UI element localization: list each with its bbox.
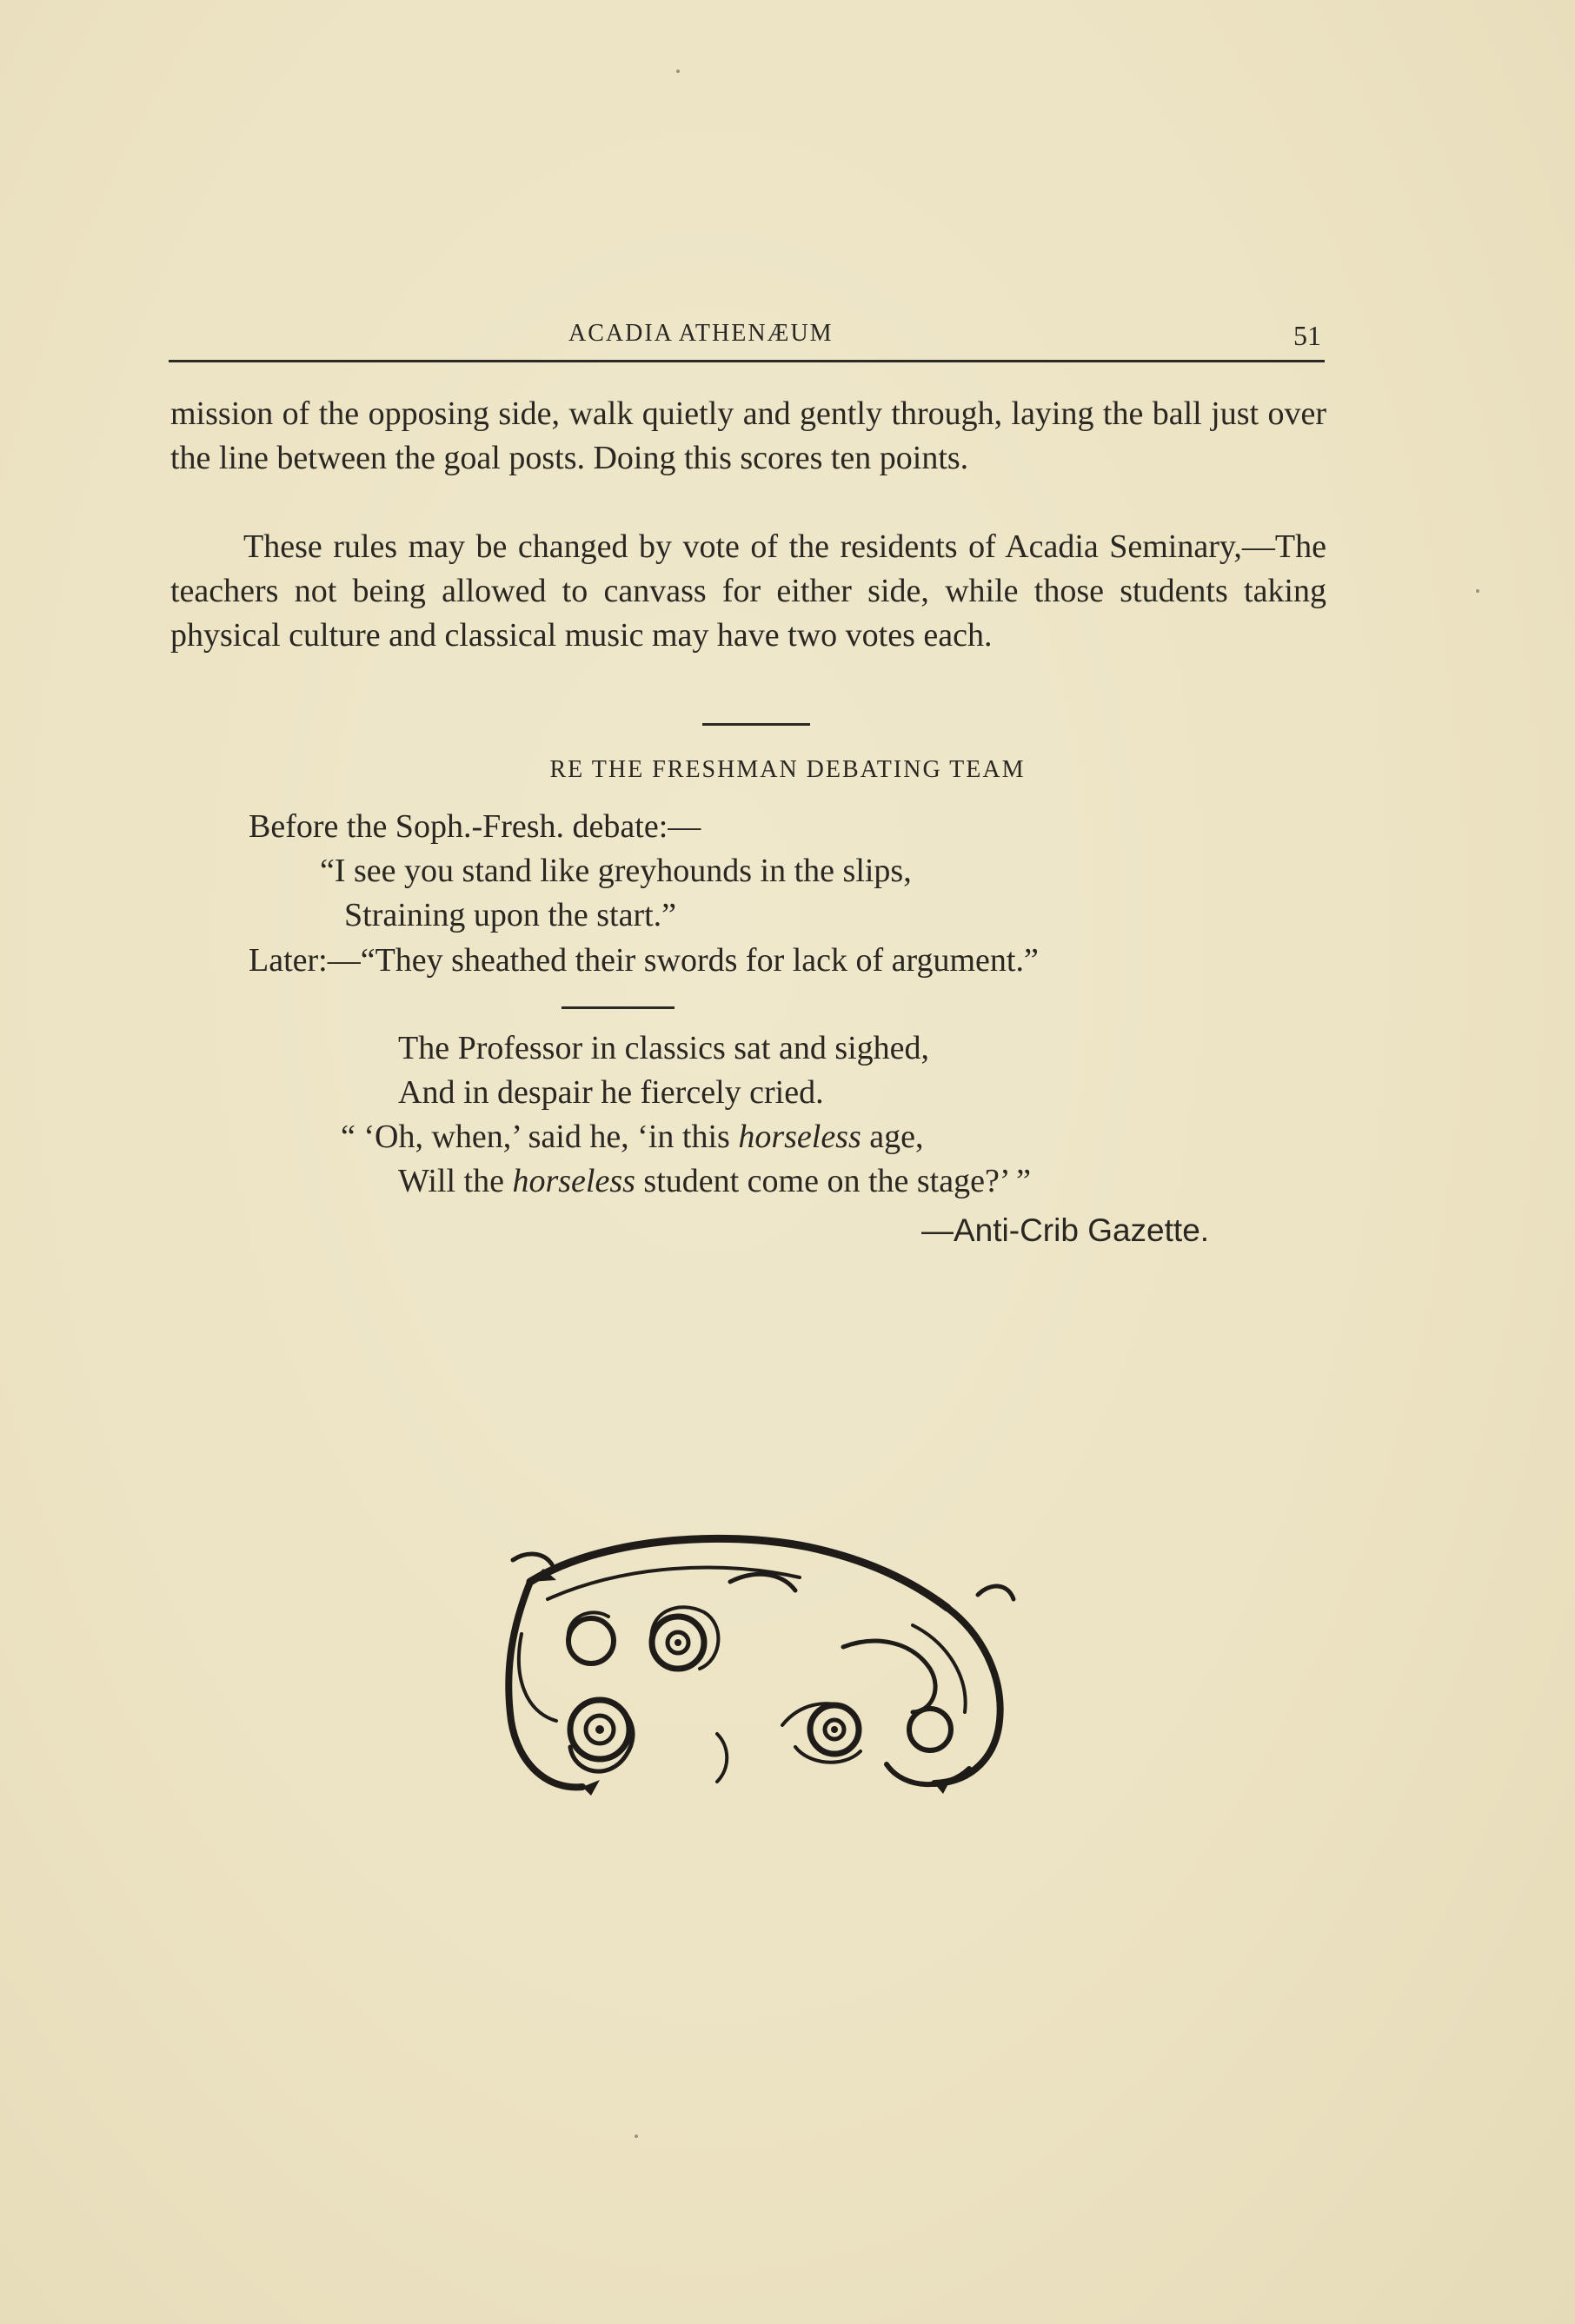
verse-attribution: —Anti-Crib Gazette.	[921, 1212, 1210, 1248]
verse-line-4-start: Will the	[398, 1163, 513, 1199]
verse-line-4	[398, 1159, 1031, 1204]
page-header	[169, 315, 1325, 358]
verse-line-3-italic: horseless	[738, 1119, 861, 1155]
section-line-4: Later:—“They sheathed their swords for lack of argument.”	[249, 942, 1039, 979]
paper-speck	[635, 2135, 638, 2138]
running-head: ACADIA ATHENÆUM	[568, 320, 834, 347]
section-title: RE THE FRESHMAN DEBATING TEAM	[549, 756, 1026, 783]
verse-divider	[562, 1006, 675, 1009]
verse-line-1: The Professor in classics sat and sighed,	[398, 1030, 930, 1066]
section-line-3: Straining upon the start.”	[344, 897, 677, 933]
section-divider	[702, 723, 810, 726]
floral-scroll-ornament-icon	[495, 1530, 1027, 1808]
paragraph-2: These rules may be changed by vote of the residents of Acadia Seminary,—The teachers not being allowed to canvass for either side, while those students taking physical culture and classical music may have two votes each.	[170, 528, 1326, 654]
verse-line-3-start: “ ‘Oh, when,’ said he, ‘in this	[341, 1119, 739, 1155]
section-line-2: “I see you stand like greyhounds in the slips,	[320, 853, 912, 889]
verse-line-4-italic: horseless	[512, 1163, 635, 1199]
paragraph-1: mission of the opposing side, walk quietly and gently through, laying the ball just over the line between the goal posts. Doing this scores ten points.	[170, 395, 1326, 476]
page-number: 51	[1293, 320, 1321, 351]
verse-line-3	[341, 1115, 924, 1159]
verse-line-2: And in despair he fiercely cried.	[398, 1074, 824, 1111]
verse-line-3-end: age,	[861, 1119, 924, 1155]
verse-line-4-end: student come on the stage?’ ”	[635, 1163, 1032, 1199]
header-rule	[169, 360, 1325, 362]
paper-speck	[676, 70, 680, 73]
paper-speck	[1476, 589, 1479, 593]
section-line-1: Before the Soph.-Fresh. debate:—	[249, 808, 701, 845]
